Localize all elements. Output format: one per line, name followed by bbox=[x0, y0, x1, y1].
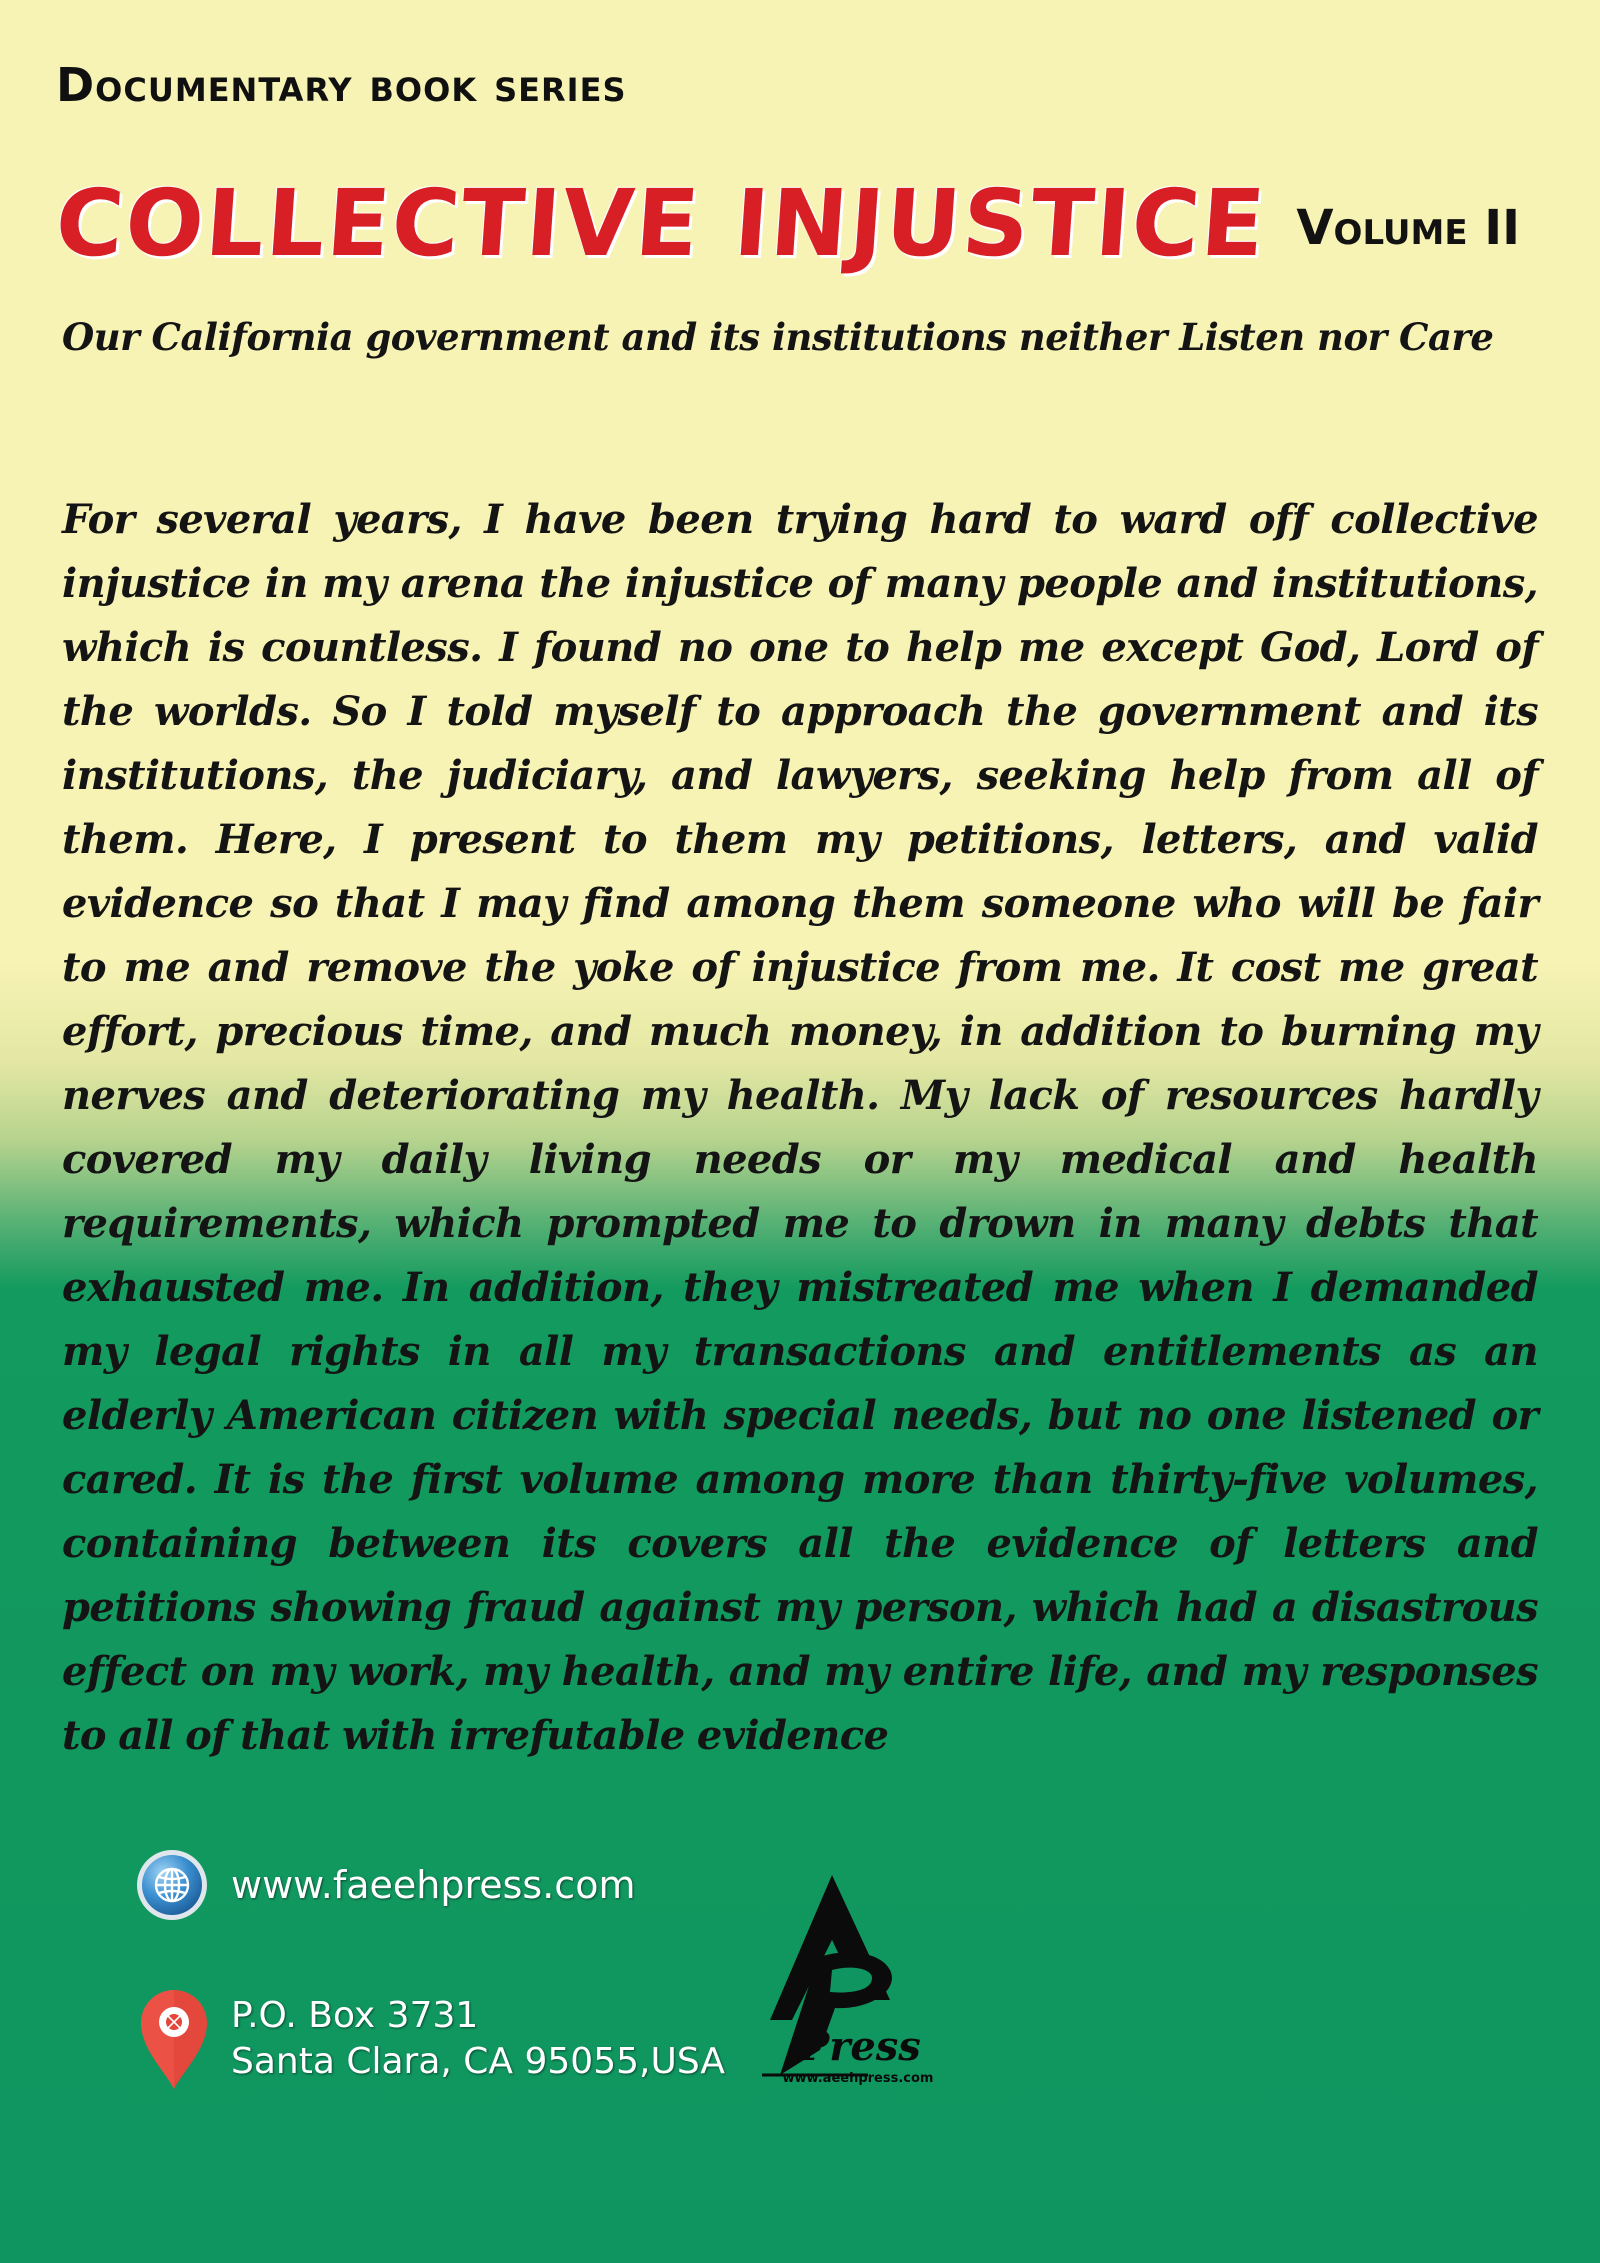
globe-icon bbox=[135, 1848, 209, 1922]
website-contact[interactable] bbox=[135, 1848, 635, 1922]
volume-label: Volume II bbox=[1296, 200, 1520, 256]
book-title: COLLECTIVE INJUSTICE bbox=[52, 170, 1270, 277]
press-logo bbox=[740, 1870, 950, 2085]
back-cover-description: For several years, I have been trying hard to ward off collective injustice in my arena the injustice of many people and institutions, which is countless. I found no one to help me except God, Lord of the worlds. So I told myself to approach the government and its institutions, the judiciary, and lawyers, seeking help from all of them. Here, I present to them my petitions, letters, and valid evidence so that I may find among them someone who will be fair to me and remove the yoke of injustice from me. It cost me great effort, precious time, and much money, in addition to burning my nerves and deteriorating my health. My lack of resources hardly covered my daily living needs or my medical and health requirements, which prompted me to drown in many debts that exhausted me. In addition, they mistreated me when I demanded my legal rights in all my transactions and entitlements as an elderly American citizen with special needs, but no one listened or cared. It is the first volume among more than thirty-five volumes, containing between its covers all the evidence of letters and petitions showing fraud against my person, which had a disastrous effect on my work, my health, and my entire life, and my responses to all of that with irrefutable evidence bbox=[62, 496, 1538, 1759]
press-logo-word: Press bbox=[799, 2023, 921, 2070]
address-contact bbox=[135, 1985, 725, 2091]
series-label: Documentary book series bbox=[56, 58, 627, 112]
address-line-2: Santa Clara, CA 95055,USA bbox=[231, 2041, 725, 2082]
website-link[interactable]: www.faeehpress.com bbox=[231, 1863, 636, 1907]
address-line-1: P.O. Box 3731 bbox=[231, 1995, 479, 2036]
subtitle: Our California government and its institutions neither Listen nor Care bbox=[62, 315, 1494, 359]
location-pin-icon bbox=[135, 1985, 213, 2091]
press-logo-url: www.aeehpress.com bbox=[782, 2071, 934, 2085]
